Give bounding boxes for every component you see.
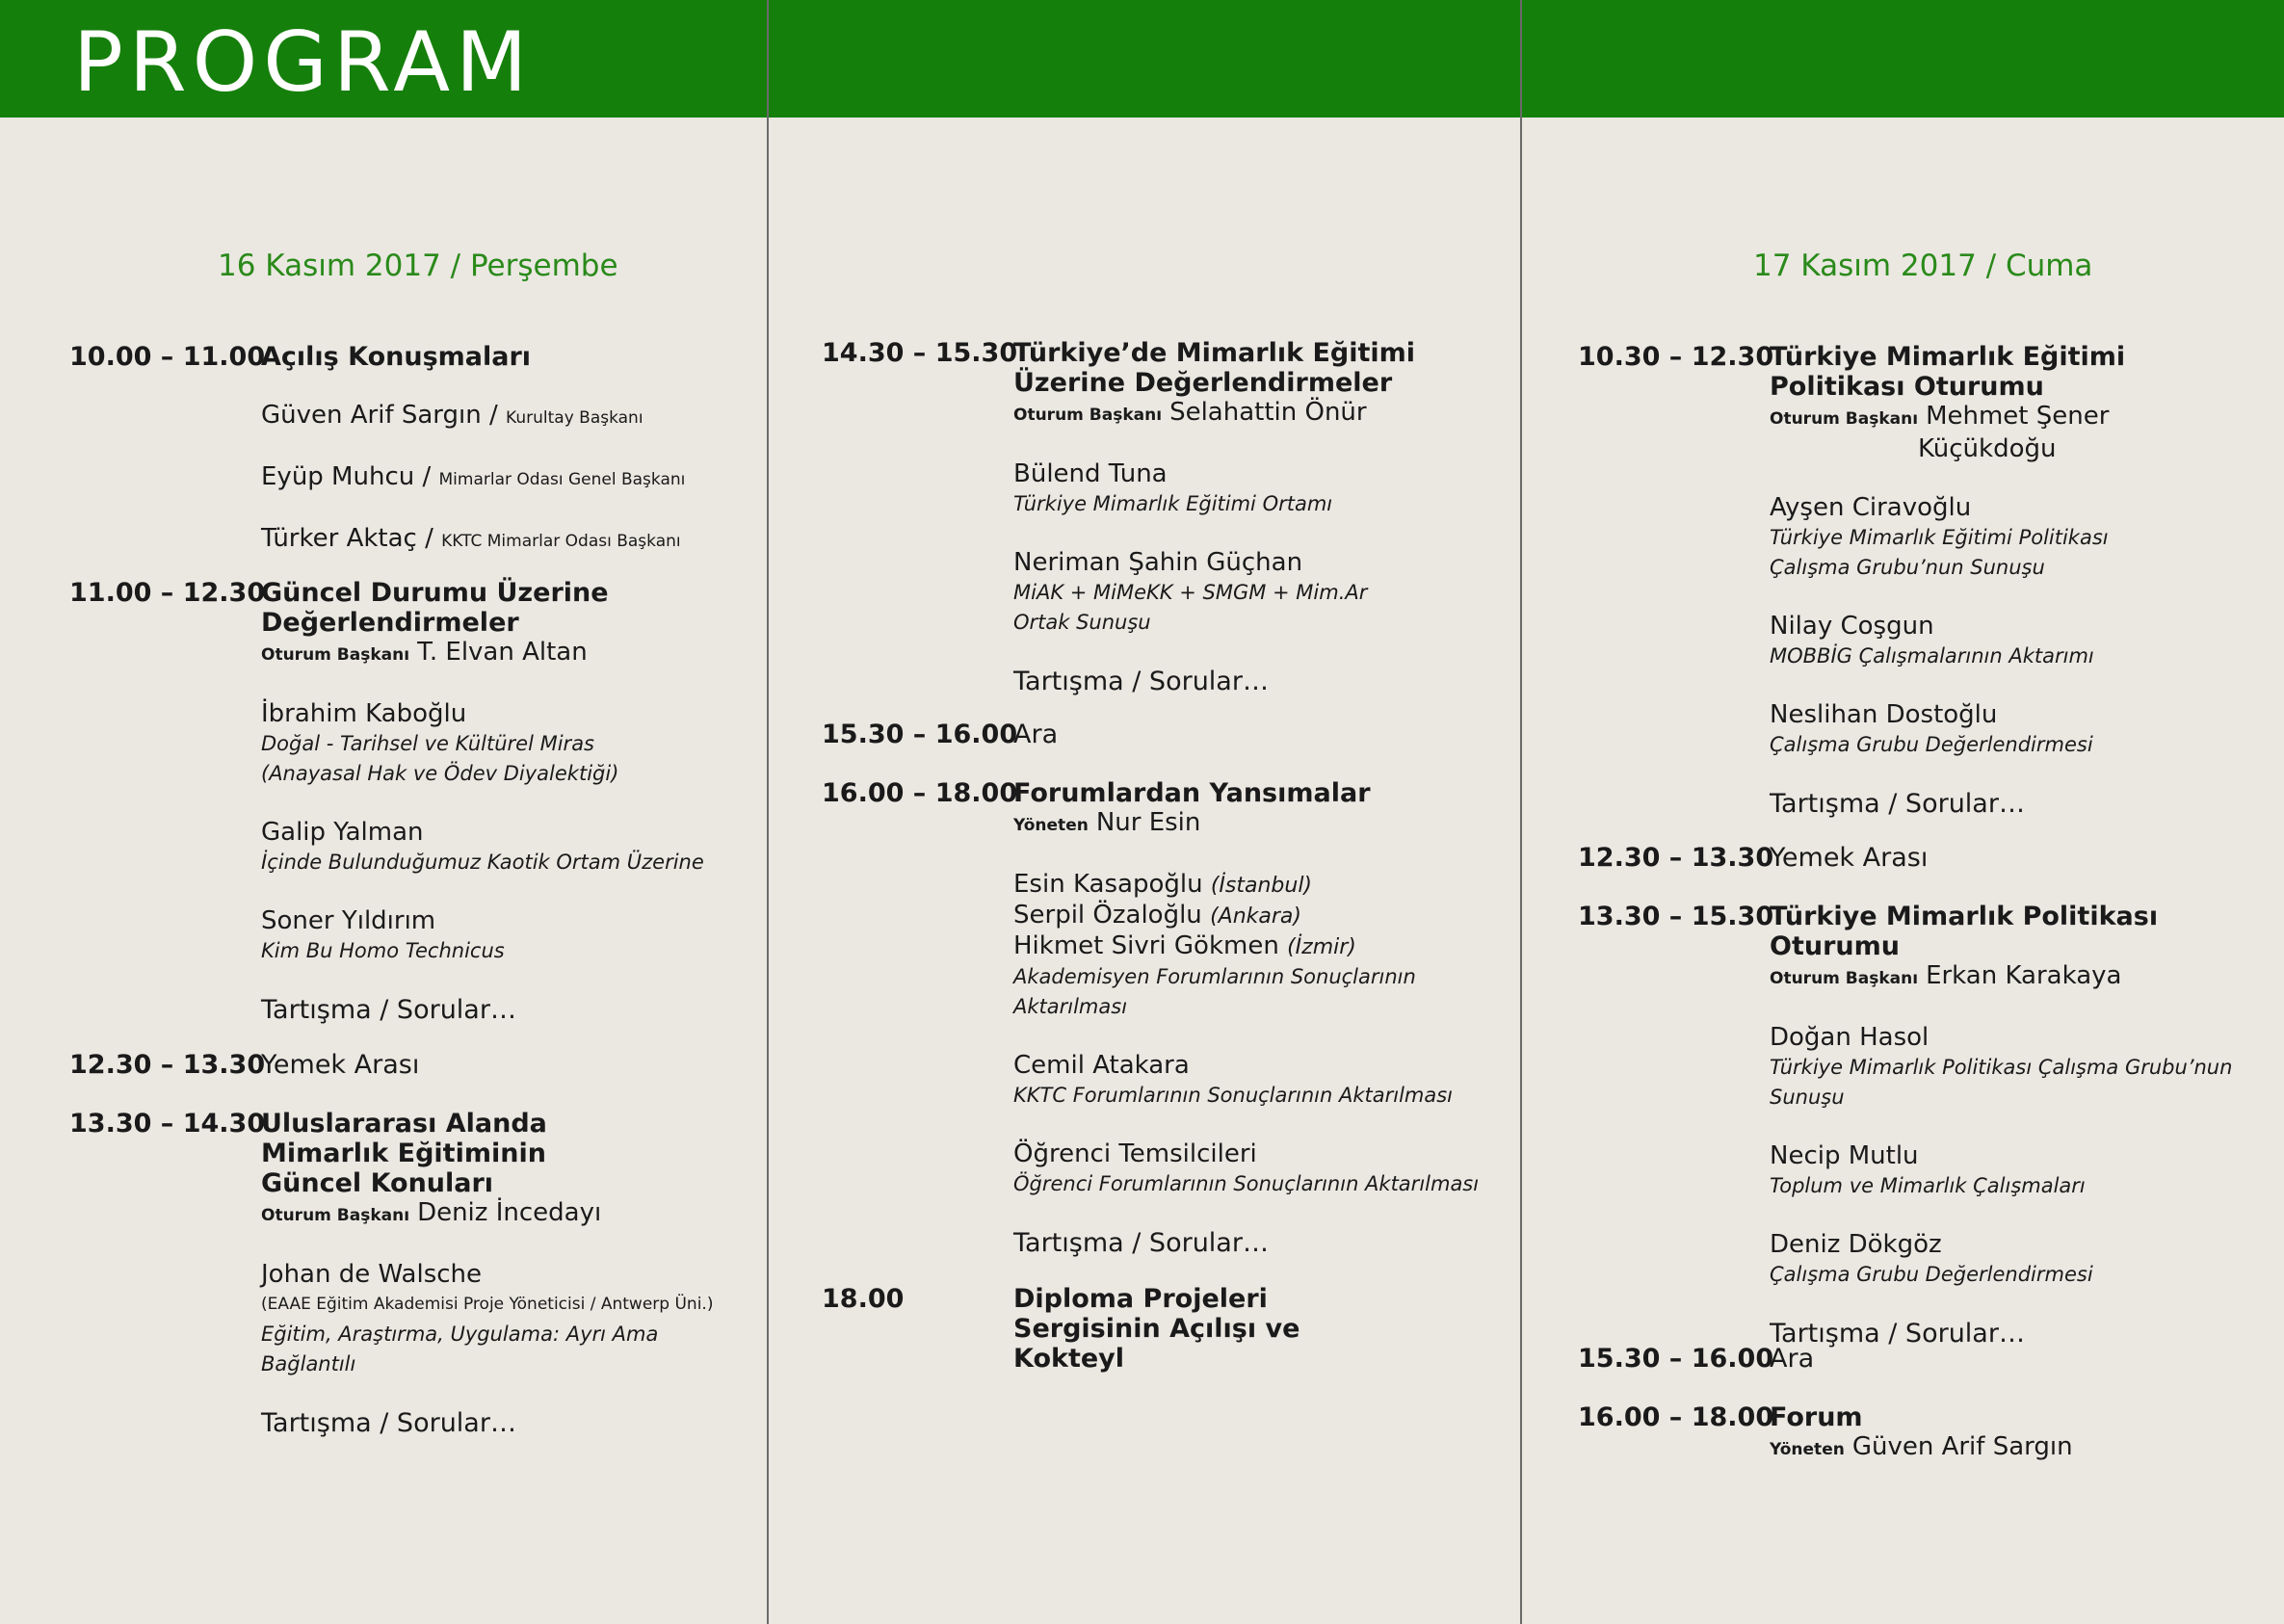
day-date: 17 Kasım 2017 / Cuma <box>1753 249 2093 283</box>
talk-topic: KKTC Forumlarının Sonuçlarının Aktarılması <box>1013 1084 1454 1107</box>
speaker-name: Deniz Dökgöz <box>1770 1230 1942 1259</box>
speaker-name: Ayşen Ciravoğlu <box>1770 493 1972 522</box>
session-title: Diploma Projeleri Sergisinin Açılışı ve Kokteyl <box>1013 1284 1300 1374</box>
session-chair-cont: Küçükdoğu <box>1918 434 2057 463</box>
talk-topic: Aktarılması <box>1013 995 1128 1018</box>
session-time: 13.30 – 14.30 <box>69 1109 266 1139</box>
page-title: PROGRAM <box>73 14 534 111</box>
discussion: Tartışma / Sorular… <box>261 995 516 1025</box>
talk-topic: Ortak Sunuşu <box>1013 611 1151 634</box>
speaker: Esin Kasapoğlu (İstanbul) <box>1013 870 1313 899</box>
session-time: 15.30 – 16.00 <box>822 720 1018 749</box>
column-divider <box>767 0 769 1624</box>
column-divider <box>1520 0 1522 1624</box>
session-moderator: Yöneten Güven Arif Sargın <box>1770 1432 2073 1461</box>
session-title: Güncel Durumu Üzerine Değerlendirmeler <box>261 578 609 638</box>
talk-topic: MOBBİG Çalışmalarının Aktarımı <box>1770 644 2094 668</box>
session-title: Türkiye Mimarlık Eğitimi Politikası Oturumu <box>1770 342 2126 402</box>
session-time: 10.30 – 12.30 <box>1578 342 1774 372</box>
discussion: Tartışma / Sorular… <box>1013 667 1269 696</box>
speaker-name: Nilay Coşgun <box>1770 612 1934 641</box>
speaker-name: Öğrenci Temsilcileri <box>1013 1139 1257 1168</box>
talk-topic: Türkiye Mimarlık Politikası Çalışma Grubu’nun <box>1770 1056 2233 1079</box>
session-time: 12.30 – 13.30 <box>69 1050 266 1080</box>
speaker: Güven Arif Sargın / Kurultay Başkanı <box>261 401 643 430</box>
session-title: Ara <box>1770 1344 1815 1374</box>
session-chair: Oturum Başkanı Erkan Karakaya <box>1770 961 2122 990</box>
session-title: Forum <box>1770 1402 1863 1432</box>
talk-topic: İçinde Bulunduğumuz Kaotik Ortam Üzerine <box>261 851 704 874</box>
speaker: Hikmet Sivri Gökmen (İzmir) <box>1013 931 1356 960</box>
session-time: 13.30 – 15.30 <box>1578 902 1774 931</box>
session-time: 12.30 – 13.30 <box>1578 843 1774 873</box>
discussion: Tartışma / Sorular… <box>261 1408 516 1438</box>
session-title: Türkiye Mimarlık Politikası Oturumu <box>1770 902 2159 961</box>
session-title: Ara <box>1013 720 1059 749</box>
session-time: 18.00 <box>822 1284 905 1314</box>
discussion: Tartışma / Sorular… <box>1770 1319 2025 1349</box>
speaker-name: Bülend Tuna <box>1013 459 1168 488</box>
speaker-name: Necip Mutlu <box>1770 1141 1919 1170</box>
session-chair: Oturum Başkanı Mehmet Şener <box>1770 402 2110 431</box>
column-day1 <box>69 0 744 1624</box>
session-chair: Oturum Başkanı Selahattin Önür <box>1013 398 1367 427</box>
talk-topic: Toplum ve Mimarlık Çalışmaları <box>1770 1174 2086 1197</box>
speaker-name: Soner Yıldırım <box>261 906 436 935</box>
session-title: Türkiye’de Mimarlık Eğitimi Üzerine Değerlendirmeler <box>1013 338 1416 398</box>
session-title: Uluslararası Alanda Mimarlık Eğitiminin Güncel Konuları <box>261 1109 547 1198</box>
session-time: 10.00 – 11.00 <box>69 342 266 372</box>
talk-topic: MiAK + MiMeKK + SMGM + Mim.Ar <box>1013 581 1368 604</box>
talk-topic: Türkiye Mimarlık Eğitimi Politikası <box>1770 526 2109 549</box>
day-date: 16 Kasım 2017 / Perşembe <box>218 249 618 283</box>
session-time: 14.30 – 15.30 <box>822 338 1018 368</box>
session-chair: Oturum Başkanı Deniz İncedayı <box>261 1198 602 1227</box>
talk-topic: Türkiye Mimarlık Eğitimi Ortamı <box>1013 492 1333 515</box>
speaker-name: Galip Yalman <box>261 818 424 847</box>
talk-topic: Kim Bu Homo Technicus <box>261 939 505 962</box>
discussion: Tartışma / Sorular… <box>1013 1228 1269 1258</box>
session-moderator: Yöneten Nur Esin <box>1013 808 1201 837</box>
column-day2 <box>1578 0 2252 1624</box>
speaker-name: İbrahim Kaboğlu <box>261 699 467 728</box>
talk-topic: Çalışma Grubu’nun Sunuşu <box>1770 556 2045 579</box>
talk-topic: Eğitim, Araştırma, Uygulama: Ayrı Ama Bağlantılı <box>261 1323 659 1375</box>
speaker: Serpil Özaloğlu (Ankara) <box>1013 901 1301 930</box>
speaker: Türker Aktaç / KKTC Mimarlar Odası Başkanı <box>261 524 681 553</box>
talk-topic: Çalışma Grubu Değerlendirmesi <box>1770 1263 2093 1286</box>
session-title: Forumlardan Yansımalar <box>1013 778 1371 808</box>
talk-topic: Sunuşu <box>1770 1086 1845 1109</box>
session-time: 15.30 – 16.00 <box>1578 1344 1774 1374</box>
session-time: 16.00 – 18.00 <box>1578 1402 1774 1432</box>
session-chair: Oturum Başkanı T. Elvan Altan <box>261 638 588 667</box>
speaker-name: Neriman Şahin Güçhan <box>1013 548 1303 577</box>
talk-topic: Öğrenci Forumlarının Sonuçlarının Aktarılması <box>1013 1172 1480 1195</box>
speaker: Eyüp Muhcu / Mimarlar Odası Genel Başkanı <box>261 462 686 491</box>
discussion: Tartışma / Sorular… <box>1770 789 2025 819</box>
session-title: Yemek Arası <box>261 1050 420 1080</box>
speaker-name: Neslihan Dostoğlu <box>1770 700 1998 729</box>
column-day1-afternoon <box>822 0 1496 1624</box>
session-time: 11.00 – 12.30 <box>69 578 266 608</box>
talk-topic: Çalışma Grubu Değerlendirmesi <box>1770 733 2093 756</box>
session-title: Yemek Arası <box>1770 843 1929 873</box>
speaker-name: Cemil Atakara <box>1013 1051 1190 1080</box>
session-title: Açılış Konuşmaları <box>261 342 532 372</box>
speaker-name: Johan de Walsche <box>261 1260 483 1289</box>
speaker-role: (EAAE Eğitim Akademisi Proje Yöneticisi / Antwerp Üni.) <box>261 1295 714 1314</box>
talk-topic: Akademisyen Forumlarının Sonuçlarının <box>1013 965 1416 988</box>
talk-topic: Doğal - Tarihsel ve Kültürel Miras <box>261 732 594 755</box>
session-time: 16.00 – 18.00 <box>822 778 1018 808</box>
speaker-name: Doğan Hasol <box>1770 1023 1930 1052</box>
talk-topic: (Anayasal Hak ve Ödev Diyalektiği) <box>261 762 619 785</box>
